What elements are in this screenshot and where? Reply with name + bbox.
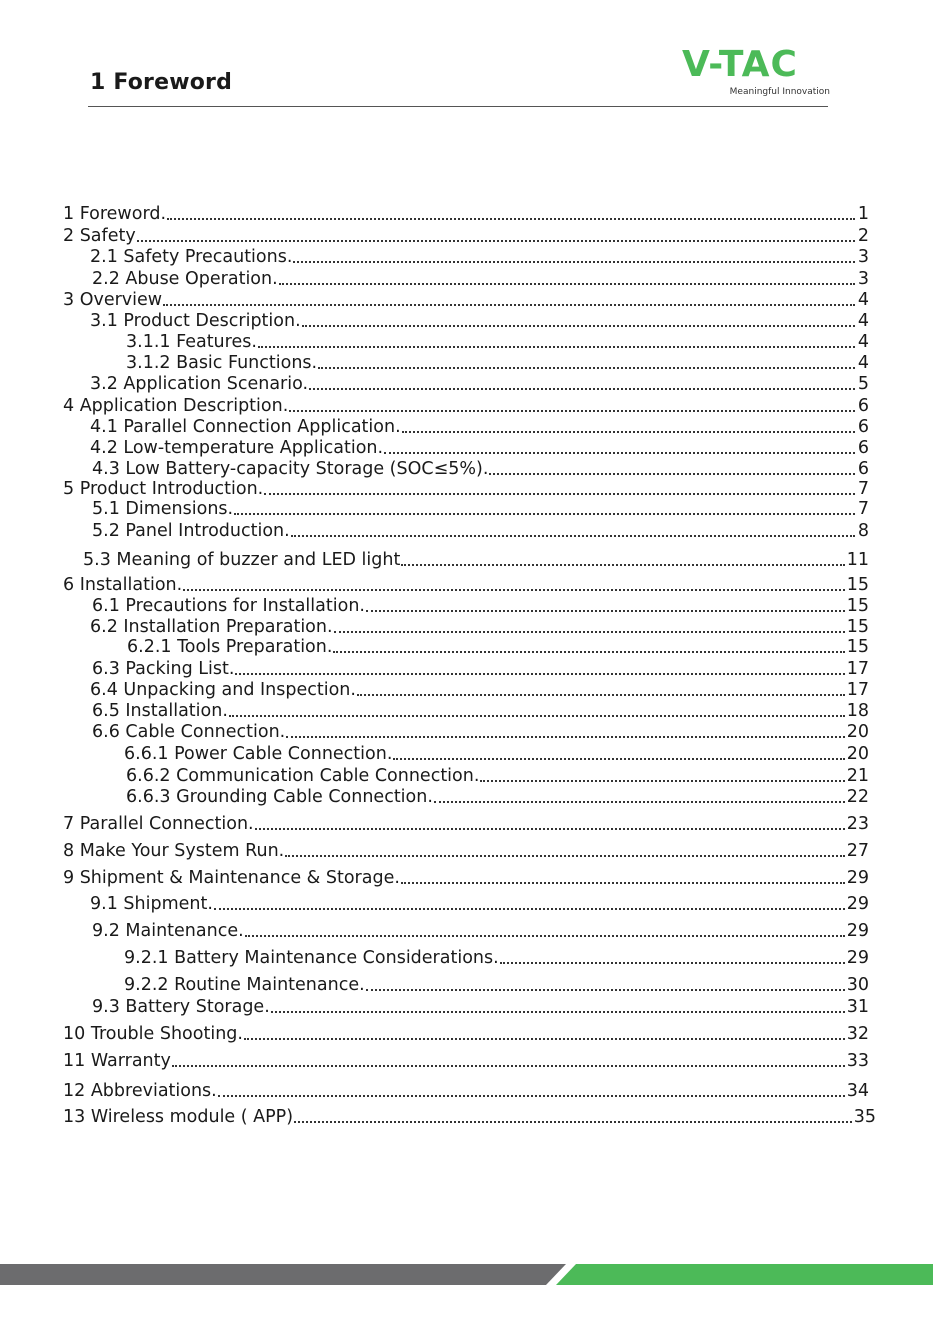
toc-entry[interactable] (83, 549, 869, 571)
toc-page-number: 15 (846, 617, 869, 637)
toc-leader-dots (294, 1119, 852, 1123)
toc-leader-dots (285, 853, 844, 857)
toc-entry-title: 6.5 Installation. (92, 701, 228, 721)
toc-page-number: 17 (846, 680, 869, 700)
toc-page-number: 7 (857, 479, 869, 499)
toc-entry-title: 3.2 Application Scenario. (90, 374, 309, 394)
toc-entry-title: 6.6.3 Grounding Cable Connection. (126, 787, 433, 807)
footer-green-bar (552, 1264, 933, 1285)
toc-entry-title: 9 Shipment & Maintenance & Storage. (63, 868, 400, 888)
toc-page-number: 6 (857, 396, 869, 416)
toc-page-number: 27 (846, 841, 869, 861)
toc-entry-title: 9.2.1 Battery Maintenance Considerations. (124, 948, 499, 968)
toc-entry[interactable] (63, 225, 869, 247)
toc-page-number: 18 (846, 701, 869, 721)
toc-entry-title: 4.3 Low Battery-capacity Storage (SOC≤5%). (92, 459, 489, 479)
toc-page-number: 33 (846, 1051, 869, 1071)
toc-page-number: 4 (857, 311, 869, 331)
toc-leader-dots (334, 629, 845, 633)
toc-entry-title: 6.1 Precautions for Installation. (92, 596, 365, 616)
toc-entry-title: 2.2 Abuse Operation. (92, 269, 278, 289)
toc-entry[interactable] (124, 974, 869, 996)
toc-entry[interactable] (63, 1050, 869, 1072)
toc-leader-dots (302, 323, 855, 327)
toc-entry-title: 6.6 Cable Connection. (92, 722, 286, 742)
toc-entry[interactable] (92, 920, 869, 942)
toc-leader-dots (401, 880, 845, 884)
toc-entry[interactable] (63, 1106, 876, 1128)
toc-page-number: 8 (857, 521, 869, 541)
toc-leader-dots (234, 511, 855, 515)
toc-entry[interactable] (90, 373, 869, 395)
toc-entry[interactable] (90, 616, 869, 638)
toc-leader-dots (309, 386, 855, 390)
toc-entry-title: 9.2 Maintenance. (92, 921, 244, 941)
logo-tagline: Meaningful Innovation (729, 87, 830, 97)
toc-entry-title: 5.2 Panel Introduction. (92, 521, 290, 541)
toc-page-number: 31 (846, 997, 869, 1017)
toc-entry[interactable] (90, 437, 869, 459)
toc-page-number: 1 (857, 204, 869, 224)
toc-entry[interactable] (92, 721, 869, 743)
toc-entry[interactable] (90, 893, 869, 915)
toc-leader-dots (500, 960, 845, 964)
toc-entry-title: 4.2 Low-temperature Application. (90, 438, 384, 458)
toc-page-number: 6 (857, 417, 869, 437)
toc-entry-title: 5 Product Introduction. (63, 479, 264, 499)
toc-page-number: 20 (846, 744, 869, 764)
toc-entry[interactable] (63, 840, 869, 862)
toc-entry-title: 4.1 Parallel Connection Application. (90, 417, 401, 437)
toc-entry[interactable] (63, 813, 869, 835)
toc-leader-dots (271, 1009, 845, 1013)
toc-entry-title: 6.4 Unpacking and Inspection. (90, 680, 356, 700)
toc-entry-title: 1 Foreword. (63, 204, 167, 224)
toc-entry[interactable] (92, 658, 869, 680)
toc-page-number: 7 (857, 499, 869, 519)
toc-page-number: 5 (857, 374, 869, 394)
toc-entry[interactable] (126, 765, 869, 787)
toc-entry-title: 3.1 Product Description. (90, 311, 301, 331)
toc-leader-dots (258, 344, 855, 348)
toc-entry-title: 6 Installation. (63, 575, 183, 595)
toc-entry-title: 10 Trouble Shooting. (63, 1024, 243, 1044)
toc-entry[interactable] (63, 478, 869, 500)
toc-leader-dots (318, 365, 855, 369)
toc-leader-dots (137, 238, 855, 242)
toc-page-number: 11 (846, 550, 869, 570)
toc-leader-dots (480, 778, 844, 782)
toc-leader-dots (366, 987, 845, 991)
toc-entry[interactable] (92, 996, 869, 1018)
toc-entry-title: 7 Parallel Connection. (63, 814, 254, 834)
toc-entry-title: 9.3 Battery Storage. (92, 997, 270, 1017)
toc-page-number: 29 (846, 868, 869, 888)
toc-leader-dots (279, 281, 855, 285)
toc-entry[interactable] (63, 203, 869, 225)
toc-entry-title: 3.1.1 Features. (126, 332, 257, 352)
toc-page-number: 23 (846, 814, 869, 834)
toc-entry[interactable] (92, 700, 869, 722)
toc-page-number: 34 (846, 1081, 869, 1101)
toc-entry-title: 5.1 Dimensions. (92, 499, 234, 519)
toc-entry-title: 13 Wireless module ( APP) (63, 1107, 294, 1127)
toc-entry-title: 9.2.2 Routine Maintenance. (124, 975, 365, 995)
toc-page-number: 17 (846, 659, 869, 679)
toc-entry-title: 9.1 Shipment. (90, 894, 213, 914)
toc-entry[interactable] (126, 786, 869, 808)
toc-page-number: 15 (846, 596, 869, 616)
toc-page-number: 22 (846, 787, 869, 807)
toc-page-number: 21 (846, 766, 869, 786)
toc-entry-title: 6.2 Installation Preparation. (90, 617, 333, 637)
toc-entry-title: 3.1.2 Basic Functions. (126, 353, 318, 373)
toc-page-number: 3 (857, 269, 869, 289)
toc-leader-dots (286, 734, 845, 738)
toc-entry-title: 12 Abbreviations. (63, 1081, 217, 1101)
toc-page-number: 29 (846, 921, 869, 941)
toc-entry-title: 11 Warranty (63, 1051, 171, 1071)
toc-leader-dots (244, 1036, 845, 1040)
toc-entry[interactable] (124, 743, 869, 765)
toc-entry-title: 6.3 Packing List. (92, 659, 235, 679)
toc-leader-dots (366, 608, 845, 612)
toc-entry[interactable] (92, 498, 869, 520)
toc-entry[interactable] (63, 395, 869, 417)
toc-leader-dots (229, 713, 845, 717)
toc-leader-dots (163, 302, 855, 306)
toc-entry[interactable] (90, 246, 869, 268)
toc-entry-title: 5.3 Meaning of buzzer and LED light (83, 550, 401, 570)
toc-leader-dots (384, 450, 855, 454)
toc-leader-dots (402, 429, 855, 433)
toc-page-number: 29 (846, 894, 869, 914)
toc-entry-title: 2 Safety (63, 226, 136, 246)
toc-entry[interactable] (92, 458, 869, 480)
toc-entry[interactable] (63, 1080, 869, 1102)
toc-entry[interactable] (92, 520, 869, 542)
toc-leader-dots (218, 1093, 845, 1097)
toc-page-number: 6 (857, 459, 869, 479)
toc-leader-dots (293, 259, 855, 263)
toc-entry[interactable] (126, 352, 869, 374)
toc-leader-dots (289, 408, 855, 412)
toc-page-number: 6 (857, 438, 869, 458)
toc-entry-title: 6.2.1 Tools Preparation. (127, 637, 333, 657)
toc-page-number: 20 (846, 722, 869, 742)
toc-page-number: 2 (857, 226, 869, 246)
toc-entry-title: 6.6.1 Power Cable Connection. (124, 744, 393, 764)
toc-page-number: 30 (846, 975, 869, 995)
toc-entry-title: 8 Make Your System Run. (63, 841, 285, 861)
toc-entry[interactable] (92, 595, 869, 617)
toc-page-number: 4 (857, 290, 869, 310)
toc-page-number: 4 (857, 332, 869, 352)
toc-leader-dots (235, 671, 844, 675)
toc-page-number: 3 (857, 247, 869, 267)
toc-entry[interactable] (90, 416, 869, 438)
toc-entry[interactable] (63, 867, 869, 889)
toc-page-number: 32 (846, 1024, 869, 1044)
toc-leader-dots (255, 826, 845, 830)
toc-leader-dots (167, 216, 855, 220)
logo-wordmark: V-TAC (682, 44, 798, 85)
toc-entry[interactable] (127, 636, 869, 658)
toc-page-number: 15 (846, 575, 869, 595)
toc-page-number: 29 (846, 948, 869, 968)
toc-leader-dots (291, 533, 855, 537)
toc-entry[interactable] (63, 574, 869, 596)
toc-leader-dots (434, 799, 845, 803)
toc-leader-dots (183, 587, 845, 591)
toc-leader-dots (393, 756, 844, 760)
toc-entry[interactable] (63, 289, 869, 311)
toc-leader-dots (214, 906, 845, 910)
toc-entry[interactable] (63, 1023, 869, 1045)
toc-entry-title: 3 Overview (63, 290, 163, 310)
toc-leader-dots (357, 692, 845, 696)
toc-entry-title: 6.6.2 Communication Cable Connection. (126, 766, 480, 786)
toc-entry[interactable] (124, 947, 869, 969)
toc-leader-dots (172, 1063, 845, 1067)
toc-entry[interactable] (90, 310, 869, 332)
toc-leader-dots (401, 562, 844, 566)
toc-entry-title: 2.1 Safety Precautions. (90, 247, 293, 267)
toc-entry[interactable] (92, 268, 869, 290)
toc-leader-dots (333, 649, 844, 653)
toc-page-number: 35 (853, 1107, 876, 1127)
page-title: 1 Foreword (90, 70, 233, 95)
toc-page-number: 15 (846, 637, 869, 657)
toc-entry[interactable] (126, 331, 869, 353)
toc-leader-dots (489, 471, 855, 475)
toc-page-number: 4 (857, 353, 869, 373)
toc-leader-dots (264, 491, 855, 495)
toc-entry[interactable] (90, 679, 869, 701)
toc-entry-title: 4 Application Description. (63, 396, 289, 416)
toc-leader-dots (245, 933, 845, 937)
